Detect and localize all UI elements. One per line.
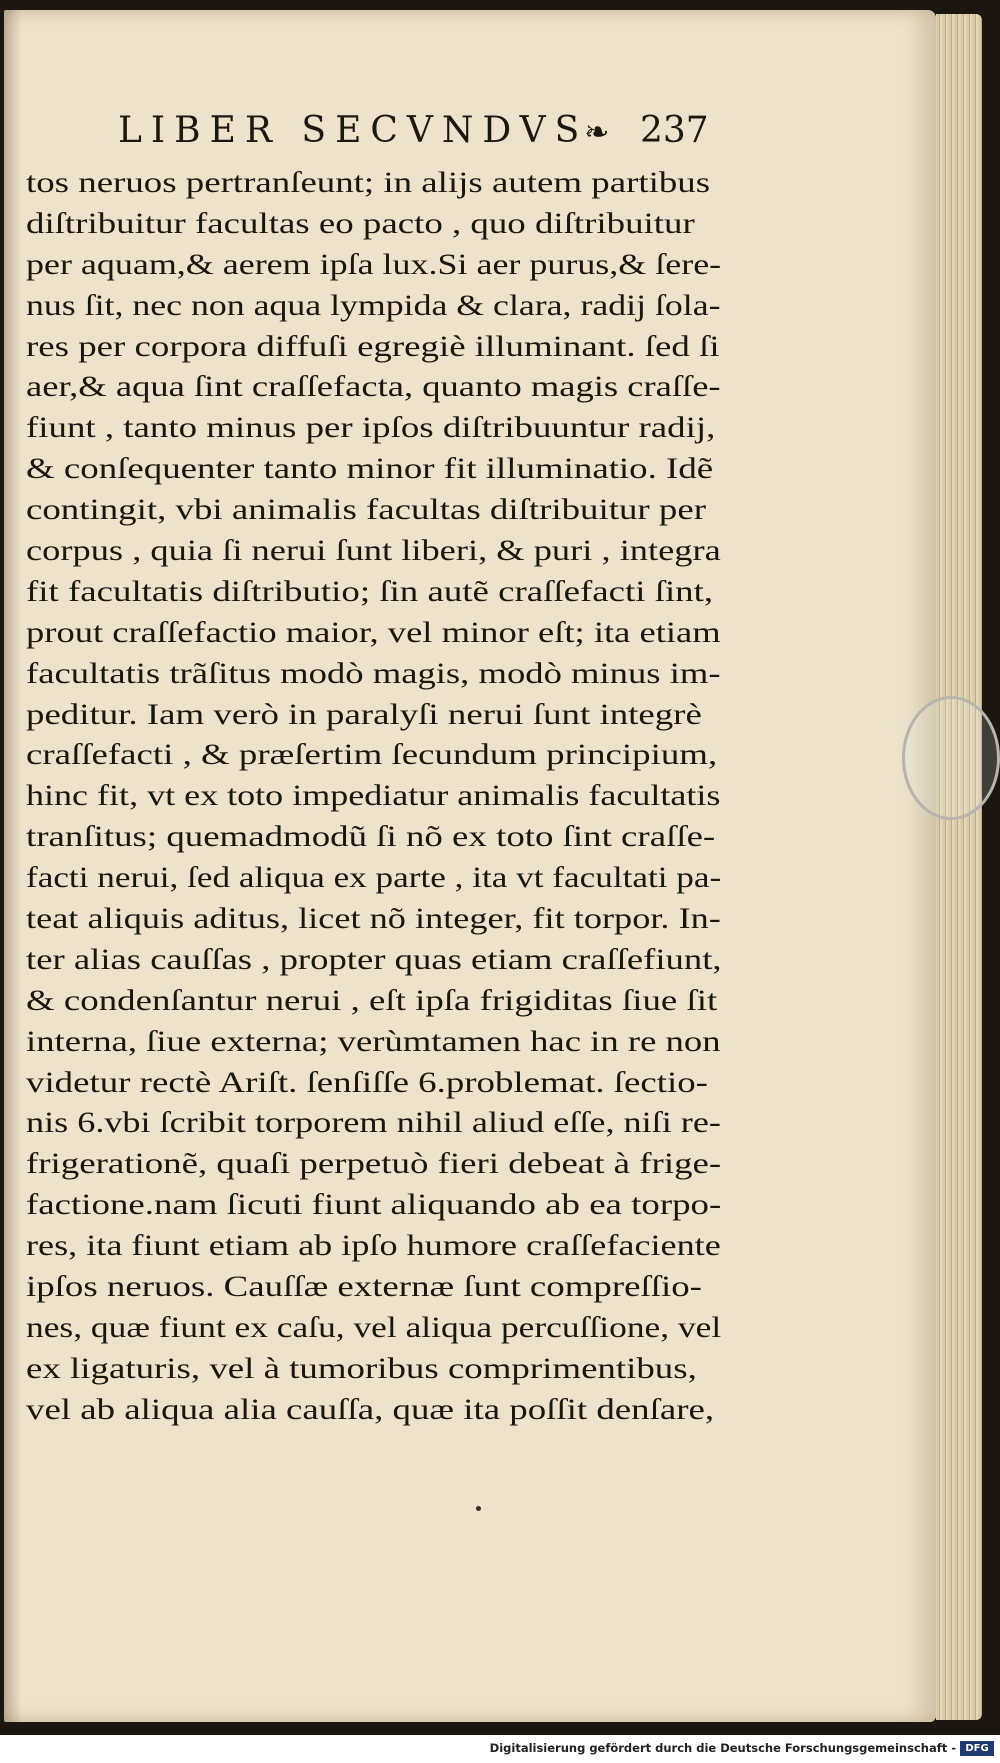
running-head [118, 110, 698, 151]
text-line: hinc fit, vt ex toto impediatur animalis facultatis [26, 780, 721, 813]
text-line: facultatis trãſitus modò magis, modò minus im- [26, 657, 721, 690]
text-line: craſſefacti , & præſertim ſecundum principium, [26, 739, 718, 772]
text-line: fit facultatis diſtributio; ſin autẽ craſſefacti ſint, [26, 575, 714, 608]
text-line: fiunt , tanto minus per ipſos diſtribuuntur radij, [26, 412, 716, 445]
text-line: frigerationẽ, quaſi perpetuò fieri debeat à frige- [26, 1148, 722, 1181]
gutter-shadow [4, 10, 22, 1722]
text-line: tos neruos pertranſeunt; in alijs autem partibus [26, 167, 711, 199]
dfg-logo: DFG [960, 1741, 994, 1756]
text-line: nes, quæ fiunt ex caſu, vel aliqua percuſſione, vel [26, 1311, 722, 1344]
text-line: res, ita fiunt etiam ab ipſo humore craſſefaciente [26, 1230, 721, 1263]
text-line: vel ab aliqua alia cauſſa, quæ ita poſſit denſare, [26, 1393, 715, 1426]
text-line: contingit, vbi animalis facultas diſtribuitur per [26, 494, 706, 527]
ink-speck [476, 1506, 481, 1511]
text-line: diſtribuitur facultas eo pacto , quo diſtribuitur [26, 207, 695, 240]
text-line: prout craſſefactio maior, vel minor eſt; ita etiam [26, 616, 721, 649]
text-line: & conſequenter tanto minor fit illuminatio. Idẽ [26, 453, 714, 486]
running-title: LIBER SECVNDVS [118, 110, 589, 151]
text-line: teat aliquis aditus, licet nõ integer, fit torpor. In- [26, 903, 721, 936]
text-line: ipſos neruos. Cauſſæ externæ ſunt compreſſio- [26, 1271, 702, 1304]
funding-credit: Digitalisierung gefördert durch die Deutsche Forschungsgemeinschaft - [489, 1741, 956, 1755]
text-line: ter alias cauſſas , propter quas etiam craſſefiunt, [26, 943, 722, 976]
text-line: ex ligaturis, vel à tumoribus comprimentibus, [26, 1352, 697, 1385]
text-line: aer,& aqua ſint craſſefacta, quanto magis craſſe- [26, 371, 721, 404]
ornament-icon: ❧ [584, 115, 610, 150]
text-line: videtur rectè Ariſt. ſenſiſſe 6.problemat. ſectio- [26, 1066, 708, 1099]
text-line: res per corpora diffuſi egregiè illuminant. ſed ſi [26, 330, 720, 363]
text-line: peditur. Iam verò in paralyſi nerui ſunt integrè [26, 698, 702, 731]
text-line: factione.nam ſicuti fiunt aliquando ab ea torpo- [26, 1189, 722, 1222]
text-line: & condenſantur nerui , eſt ipſa frigiditas ſiue ſit [26, 984, 718, 1017]
text-line: facti nerui, ſed aliqua ex parte , ita vt facultati pa- [26, 862, 722, 895]
text-line: tranſitus; quemadmodũ ſi nõ ex toto ſint craſſe- [26, 821, 716, 854]
page-edges [936, 14, 982, 1720]
text-line: nis 6.vbi ſcribit torporem nihil aliud eſſe, niſi re- [26, 1107, 721, 1140]
text-line: nus ſit, nec non aqua lympida & clara, radij ſola- [26, 289, 721, 322]
body-text [26, 163, 726, 1431]
text-line: corpus , quia ſi nerui ſunt liberi, & puri , integra [26, 535, 721, 568]
page-number: 237 [640, 110, 709, 151]
text-line: per aquam,& aerem ipſa lux.Si aer purus,& ſere- [26, 248, 722, 281]
page-clip [902, 696, 1000, 820]
text-line: interna, ſiue externa; verùmtamen hac in re non [26, 1025, 721, 1058]
footer-bar [0, 1735, 1000, 1763]
